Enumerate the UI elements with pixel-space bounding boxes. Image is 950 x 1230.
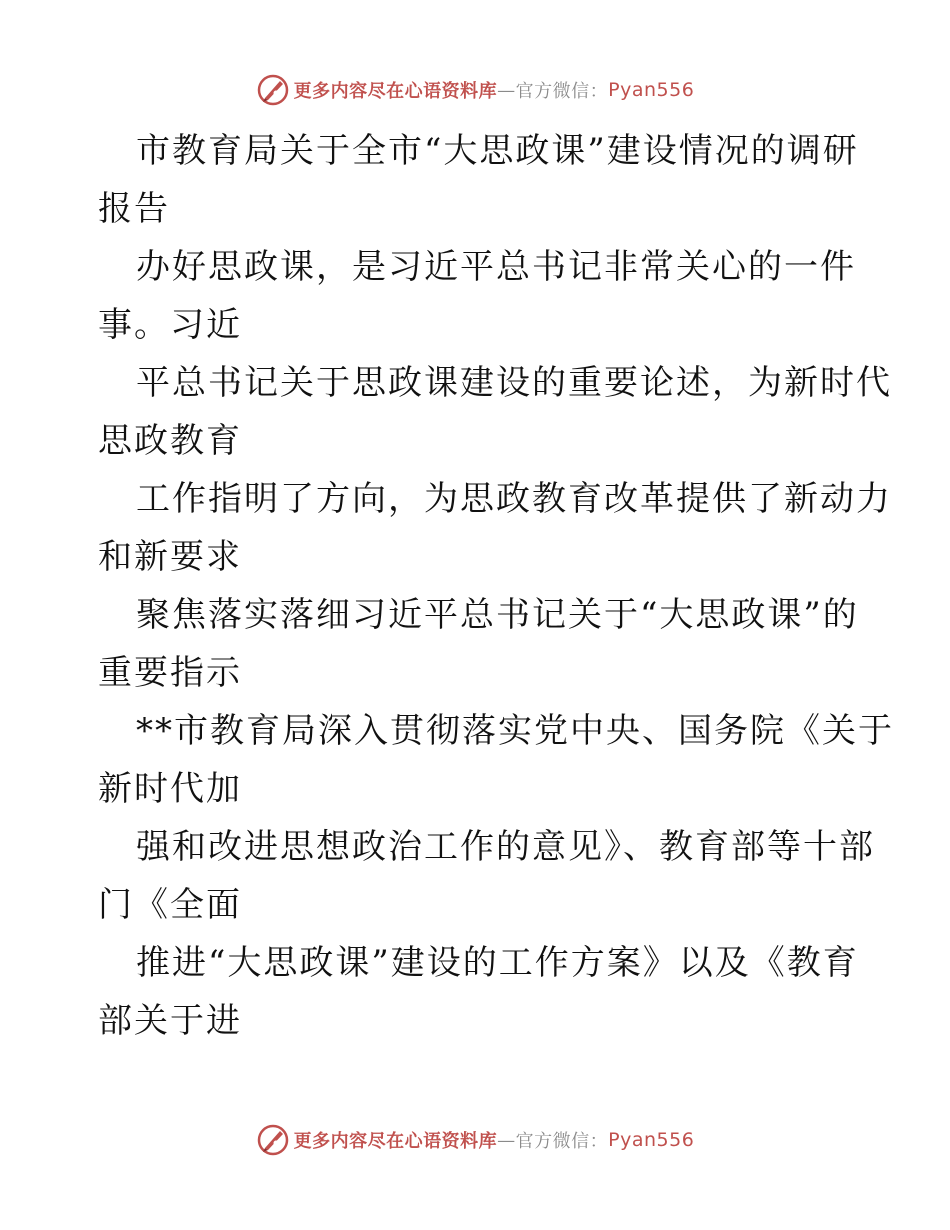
watermark-dash: — [497,79,516,101]
text-line: 门《全面 [98,885,242,925]
text-line: 事。习近 [98,305,242,345]
watermark-wechat-id: Pyan556 [608,79,695,101]
text-line: 新时代加 [98,769,242,809]
watermark-dash: — [497,1129,516,1151]
quill-pen-logo-icon [256,73,290,107]
text-line: 强和改进思想政治工作的意见》、教育部等十部 [136,827,875,867]
text-line: 办好思政课，是习近平总书记非常关心的一件 [136,247,856,287]
watermark-wechat-id: Pyan556 [608,1129,695,1151]
text-line: 重要指示 [98,653,242,693]
text-line: 思政教育 [98,421,242,461]
watermark-site-text: 更多内容尽在心语资料库 [293,81,498,102]
text-line: 工作指明了方向，为思政教育改革提供了新动力 [136,479,892,519]
watermark-label: 官方微信： [515,81,609,102]
document-body [98,122,894,1050]
footer-watermark [0,1120,950,1160]
text-line: 部关于进 [98,1001,242,1041]
text-line: 市教育局关于全市“大思政课”建设情况的调研 [136,131,859,171]
watermark-site-text: 更多内容尽在心语资料库 [293,1131,498,1152]
text-line: 聚焦落实落细习近平总书记关于“大思政课”的 [136,595,859,635]
quill-pen-logo-icon [256,1123,290,1157]
header-watermark [0,70,950,110]
text-line: 推进“大思政课”建设的工作方案》以及《教育 [136,943,859,983]
text-line: 和新要求 [98,537,242,577]
text-line: 平总书记关于思政课建设的重要论述，为新时代 [136,363,892,403]
text-line: **市教育局深入贯彻落实党中央、国务院《关于 [136,711,894,751]
text-line: 报告 [98,189,170,229]
watermark-label: 官方微信： [515,1131,609,1152]
